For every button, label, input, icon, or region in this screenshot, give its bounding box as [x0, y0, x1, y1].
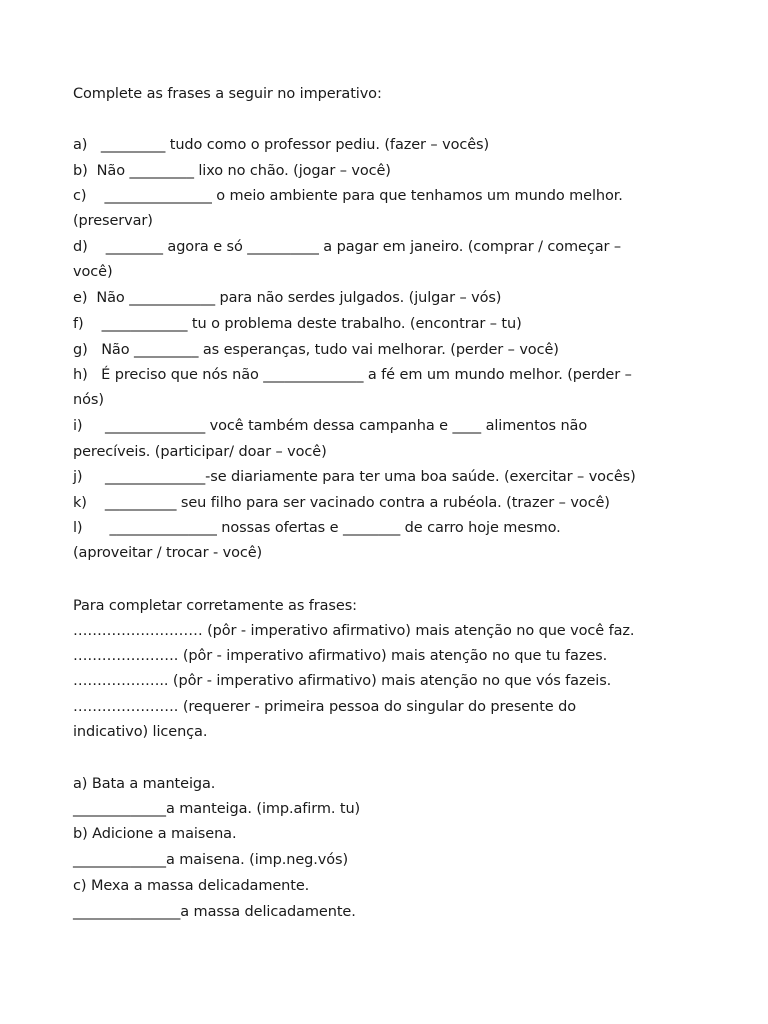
exercise-e: e) Não ____________ para não serdes julgados. (julgar – vós) [73, 290, 502, 306]
exercise-d-continued: você) [73, 264, 113, 280]
exercise-l-continued: (aproveitar / trocar - você) [73, 545, 263, 561]
exercise-d: d) ________ agora e só __________ a pagar em janeiro. (comprar / começar – [73, 239, 622, 255]
exercise-g: g) Não _________ as esperanças, tudo vai melhorar. (perder – você) [73, 342, 559, 358]
completion-item-1: ……………………… (pôr - imperativo afirmativo) mais atenção no que você faz. [73, 623, 635, 639]
recipe-a-answer: _____________a manteiga. (imp.afirm. tu) [73, 801, 361, 817]
exercise-f: f) ____________ tu o problema deste trabalho. (encontrar – tu) [73, 316, 522, 332]
exercise-c-continued: (preservar) [73, 213, 153, 229]
exercise-k: k) __________ seu filho para ser vacinado contra a rubéola. (trazer – você) [73, 495, 610, 511]
completion-item-2: …………………. (pôr - imperativo afirmativo) mais atenção no que tu fazes. [73, 648, 608, 664]
exercise-c: c) _______________ o meio ambiente para que tenhamos um mundo melhor. [73, 188, 623, 204]
exercise-h: h) É preciso que nós não ______________ a fé em um mundo melhor. (perder – [73, 367, 632, 383]
exercise-i: i) ______________ você também dessa campanha e ____ alimentos não [73, 418, 588, 434]
recipe-c-answer: _______________a massa delicadamente. [73, 904, 356, 920]
completion-item-4-continued: indicativo) licença. [73, 724, 208, 740]
recipe-c-sentence: c) Mexa a massa delicadamente. [73, 878, 310, 894]
exercise-l: l) _______________ nossas ofertas e ________ de carro hoje mesmo. [73, 520, 561, 536]
exercise-b: b) Não _________ lixo no chão. (jogar – você) [73, 163, 391, 179]
recipe-b-answer: _____________a maisena. (imp.neg.vós) [73, 852, 349, 868]
section-heading-completion: Para completar corretamente as frases: [73, 598, 357, 614]
exercise-h-continued: nós) [73, 392, 104, 408]
recipe-b-sentence: b) Adicione a maisena. [73, 826, 237, 842]
instruction-heading: Complete as frases a seguir no imperativo: [73, 86, 382, 102]
completion-item-4: …………………. (requerer - primeira pessoa do singular do presente do [73, 699, 576, 715]
completion-item-3: ……………….. (pôr - imperativo afirmativo) mais atenção no que vós fazeis. [73, 673, 612, 689]
exercise-i-continued: perecíveis. (participar/ doar – você) [73, 444, 327, 460]
exercise-a: a) _________ tudo como o professor pediu. (fazer – vocês) [73, 137, 490, 153]
exercise-j: j) ______________-se diariamente para ter uma boa saúde. (exercitar – vocês) [73, 469, 636, 485]
recipe-a-sentence: a) Bata a manteiga. [73, 776, 216, 792]
